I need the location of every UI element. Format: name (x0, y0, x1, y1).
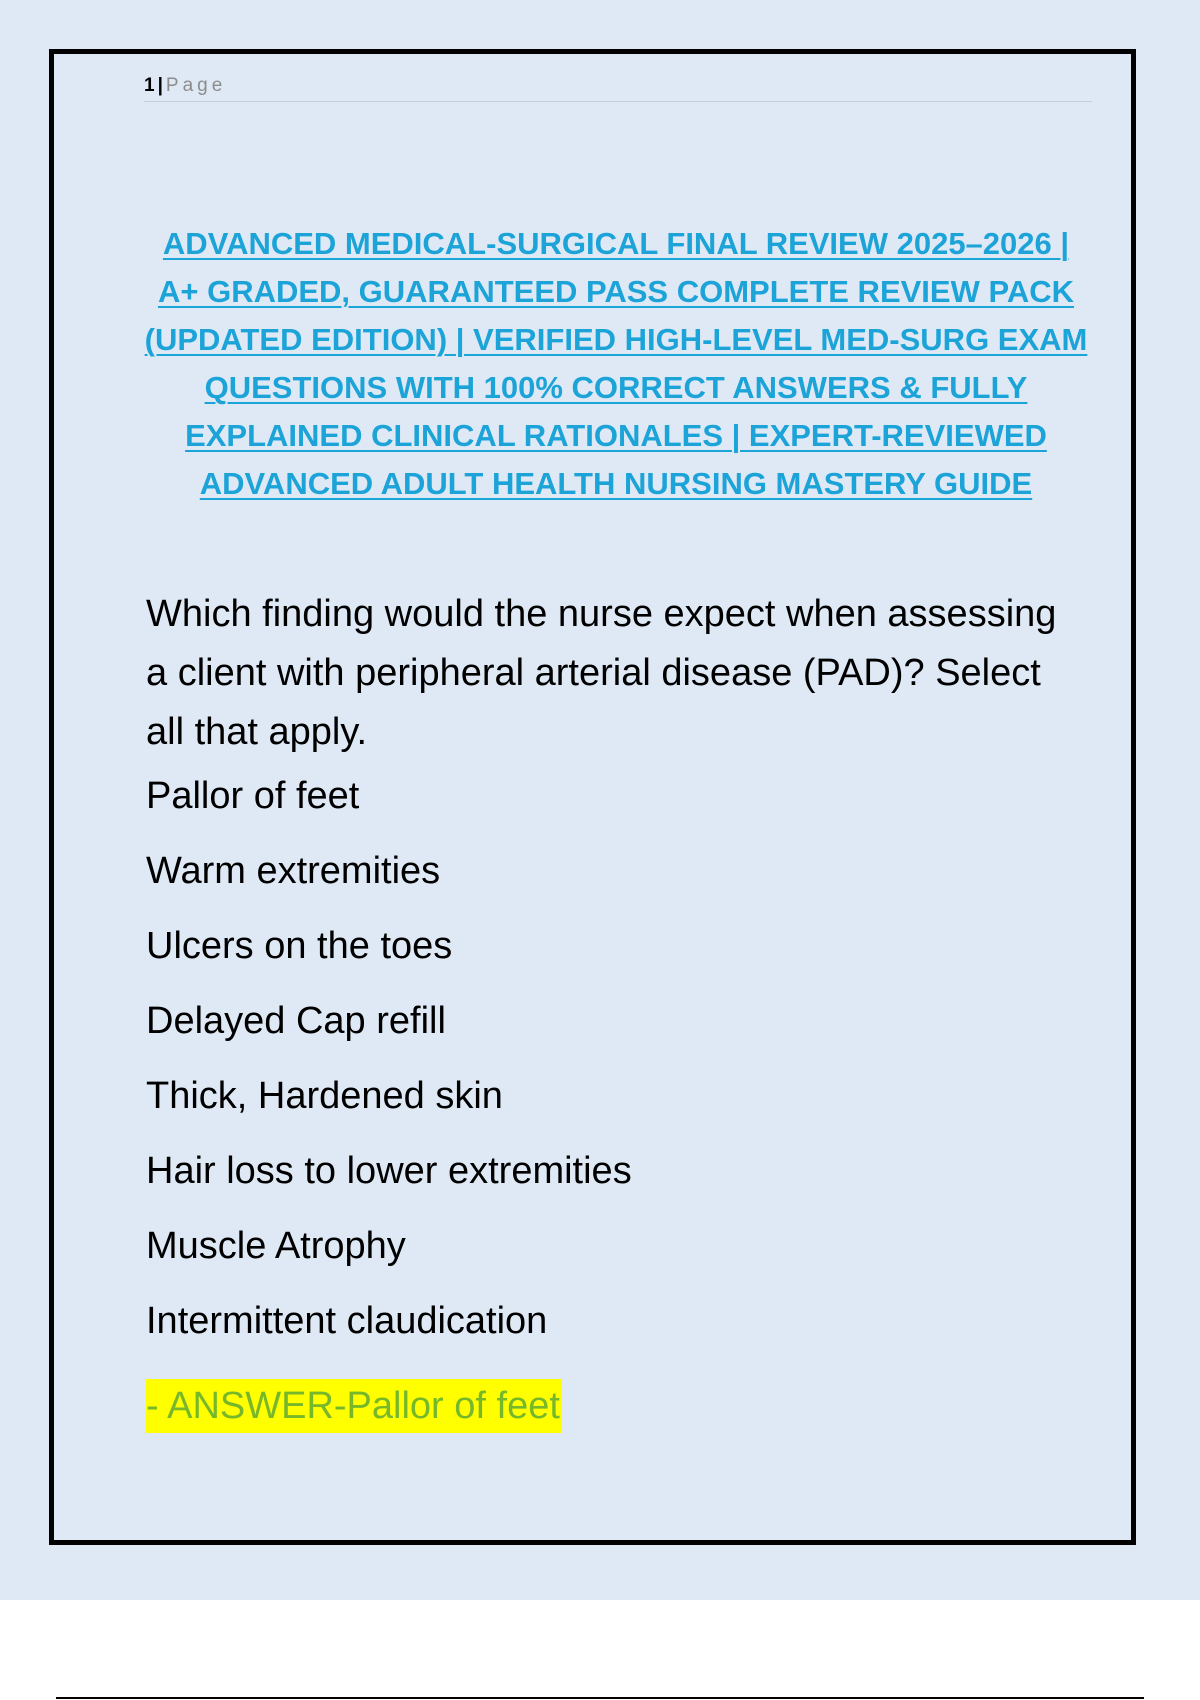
option-item: Intermittent claudication (146, 1300, 548, 1342)
option-item: Hair loss to lower extremities (146, 1150, 632, 1192)
title-line: ADVANCED MEDICAL-SURGICAL FINAL REVIEW 2025–2026 | (162, 226, 1070, 261)
option-item: Delayed Cap refill (146, 1000, 446, 1042)
answer-highlight: - ANSWER-Pallor of feet (146, 1379, 562, 1433)
page-header (144, 72, 1092, 102)
title-line: (UPDATED EDITION) | VERIFIED HIGH-LEVEL MED-SURG EXAM (144, 322, 1088, 357)
footer-divider (56, 1697, 1144, 1699)
option-item: Ulcers on the toes (146, 925, 453, 967)
document-title[interactable] (138, 220, 1094, 508)
option-item: Pallor of feet (146, 775, 360, 817)
title-line: A+ GRADED, GUARANTEED PASS COMPLETE REVIEW PACK (157, 274, 1074, 309)
option-item: Thick, Hardened skin (146, 1075, 503, 1117)
title-line: EXPLAINED CLINICAL RATIONALES | EXPERT-REVIEWED (185, 418, 1047, 453)
page-separator: | (157, 75, 163, 96)
page-label: Page (165, 75, 227, 96)
page-number: 1 (144, 75, 155, 96)
question-text: Which finding would the nurse expect when assessing a client with peripheral arterial disease (PAD)? Select all that apply. (146, 593, 1057, 753)
title-line: ADVANCED ADULT HEALTH NURSING MASTERY GUIDE (199, 466, 1033, 501)
option-item: Warm extremities (146, 850, 441, 892)
answer-options-list (146, 773, 632, 1373)
title-line: QUESTIONS WITH 100% CORRECT ANSWERS & FULLY (204, 370, 1028, 405)
option-item: Muscle Atrophy (146, 1225, 406, 1267)
